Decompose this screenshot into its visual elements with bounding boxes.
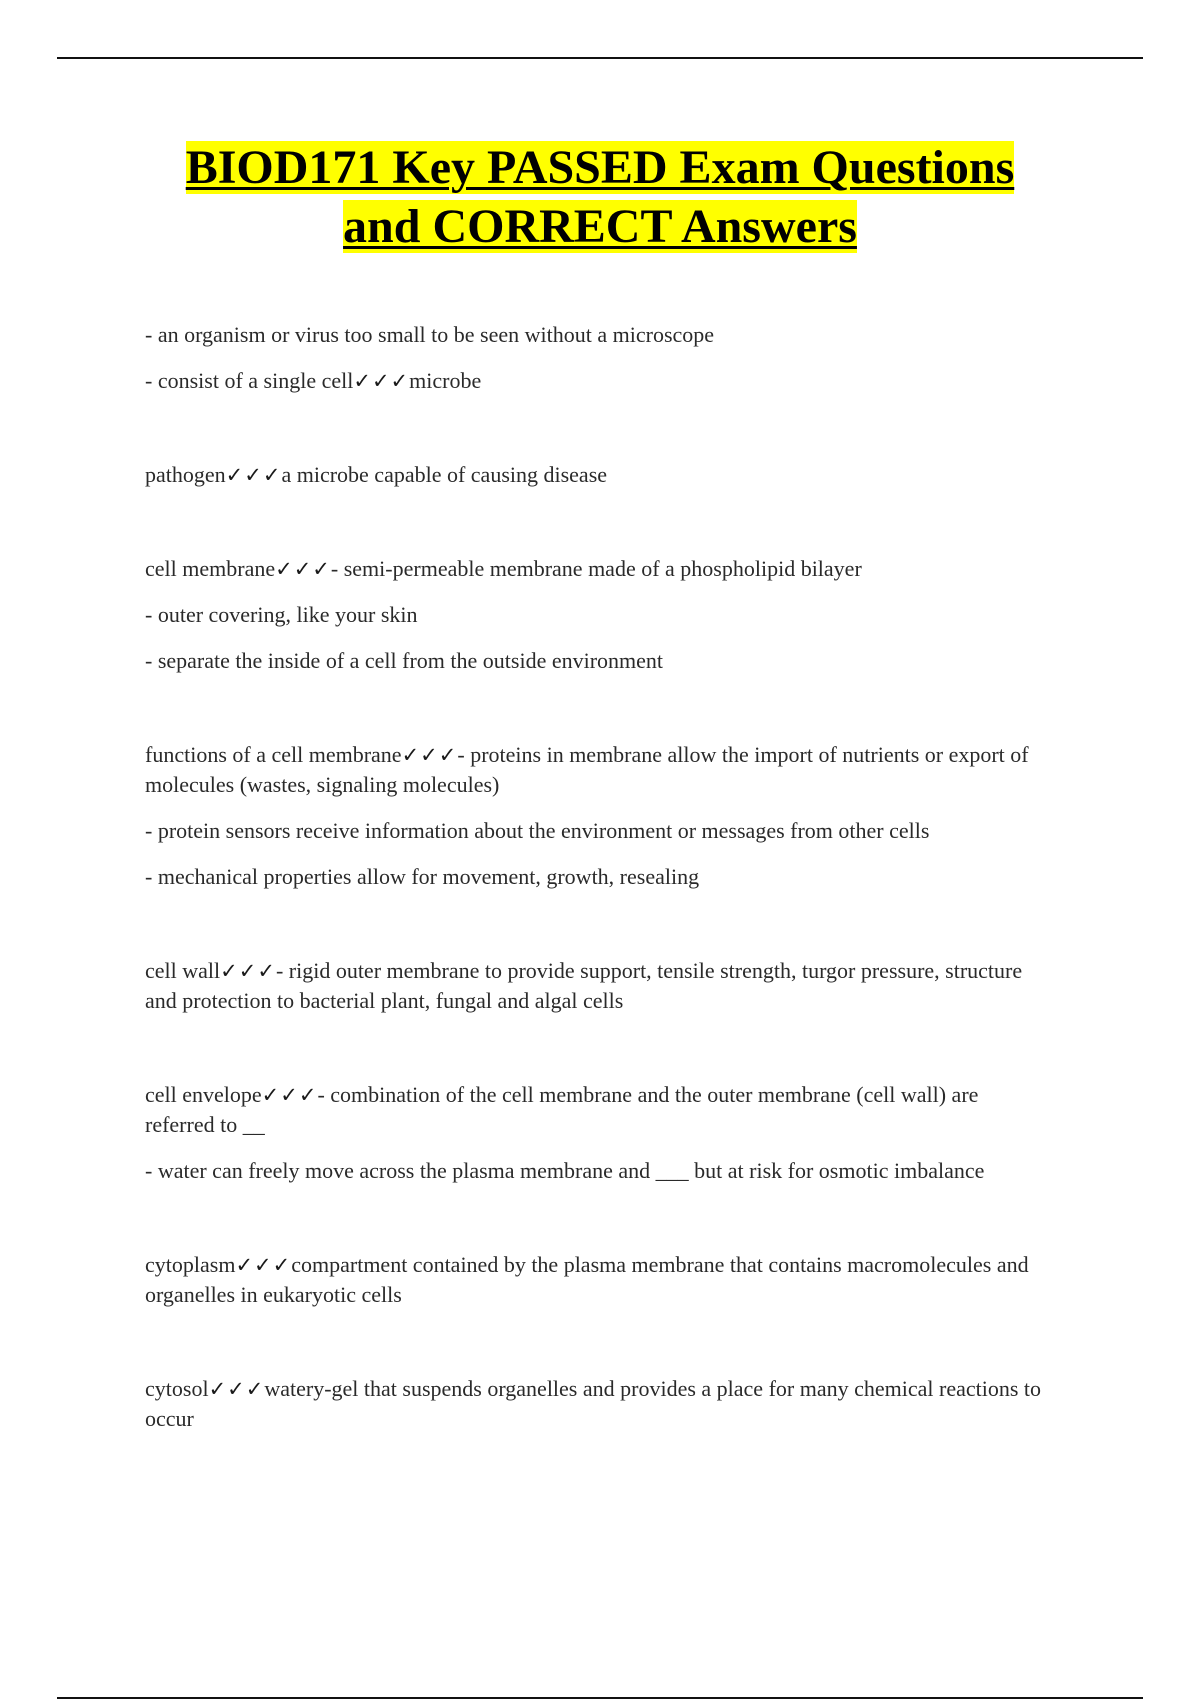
card-separator	[145, 1032, 1045, 1080]
card-line	[145, 554, 1045, 584]
flashcard-entry	[145, 320, 1045, 396]
card-text: - water can freely move across the plasma membrane and ___ but at risk for osmotic imbalance	[145, 1158, 985, 1183]
title-line-2: and CORRECT Answers	[343, 200, 857, 253]
card-separator	[145, 1202, 1045, 1250]
card-definition: watery-gel that suspends organelles and provides a place for many chemical reactions to occur	[145, 1376, 1042, 1431]
card-definition: compartment contained by the plasma membrane that contains macromolecules and organelles in eukaryotic cells	[145, 1252, 1029, 1307]
checkmark-icon: ✓✓✓	[353, 369, 410, 393]
card-definition: - semi-permeable membrane made of a phospholipid bilayer	[330, 556, 862, 581]
card-definition: - rigid outer membrane to provide support, tensile strength, turgor pressure, structure and protection to bacterial plant, fungal and algal cells	[145, 958, 1023, 1013]
card-separator	[145, 506, 1045, 554]
card-line	[145, 1080, 1045, 1140]
flashcard-entry	[145, 460, 1045, 490]
checkmark-icon: ✓✓✓	[275, 557, 331, 581]
card-term: cytoplasm	[145, 1252, 236, 1277]
card-line	[145, 1250, 1045, 1310]
card-separator	[145, 1326, 1045, 1374]
card-line	[145, 646, 1045, 676]
flashcard-entry	[145, 740, 1045, 892]
flashcard-entry	[145, 1374, 1045, 1434]
card-line	[145, 816, 1045, 846]
card-line	[145, 1156, 1045, 1186]
checkmark-icon: ✓✓✓	[261, 1083, 318, 1107]
flashcard-entry	[145, 956, 1045, 1016]
checkmark-icon: ✓✓✓	[225, 463, 282, 487]
card-line	[145, 320, 1045, 350]
card-separator	[145, 412, 1045, 460]
card-line	[145, 956, 1045, 1016]
top-rule	[57, 57, 1143, 59]
card-text: - outer covering, like your skin	[145, 602, 418, 627]
checkmark-icon: ✓✓✓	[401, 743, 458, 767]
card-line	[145, 366, 1045, 396]
card-text: - separate the inside of a cell from the outside environment	[145, 648, 664, 673]
card-term: cell membrane	[145, 556, 276, 581]
flashcard-entry	[145, 1250, 1045, 1310]
checkmark-icon: ✓✓✓	[208, 1377, 265, 1401]
card-term: cell envelope	[145, 1082, 262, 1107]
flashcard-entry	[145, 1080, 1045, 1186]
card-term: functions of a cell membrane	[145, 742, 402, 767]
card-text: - mechanical properties allow for movement, growth, resealing	[145, 864, 700, 889]
card-term: - consist of a single cell	[145, 368, 354, 393]
document-title	[140, 138, 1060, 256]
flashcard-entry	[145, 554, 1045, 676]
checkmark-icon: ✓✓✓	[220, 959, 276, 983]
card-definition: microbe	[409, 368, 482, 393]
card-line	[145, 740, 1045, 800]
card-line	[145, 460, 1045, 490]
card-term: pathogen	[145, 462, 226, 487]
card-separator	[145, 908, 1045, 956]
bottom-rule	[57, 1697, 1143, 1699]
card-line	[145, 600, 1045, 630]
title-line-1: BIOD171 Key PASSED Exam Questions	[185, 141, 1015, 194]
card-term: cell wall	[145, 958, 221, 983]
card-line	[145, 1374, 1045, 1434]
card-separator	[145, 692, 1045, 740]
card-term: cytosol	[145, 1376, 209, 1401]
card-definition: a microbe capable of causing disease	[281, 462, 608, 487]
card-line	[145, 862, 1045, 892]
card-definition: - proteins in membrane allow the import of nutrients or export of molecules (wastes, signaling molecules)	[145, 742, 1029, 797]
card-text: - protein sensors receive information about the environment or messages from other cells	[145, 818, 930, 843]
flashcard-list	[145, 320, 1045, 1450]
card-text: - an organism or virus too small to be seen without a microscope	[145, 322, 715, 347]
card-definition: - combination of the cell membrane and the outer membrane (cell wall) are referred to __	[145, 1082, 979, 1137]
checkmark-icon: ✓✓✓	[235, 1253, 292, 1277]
